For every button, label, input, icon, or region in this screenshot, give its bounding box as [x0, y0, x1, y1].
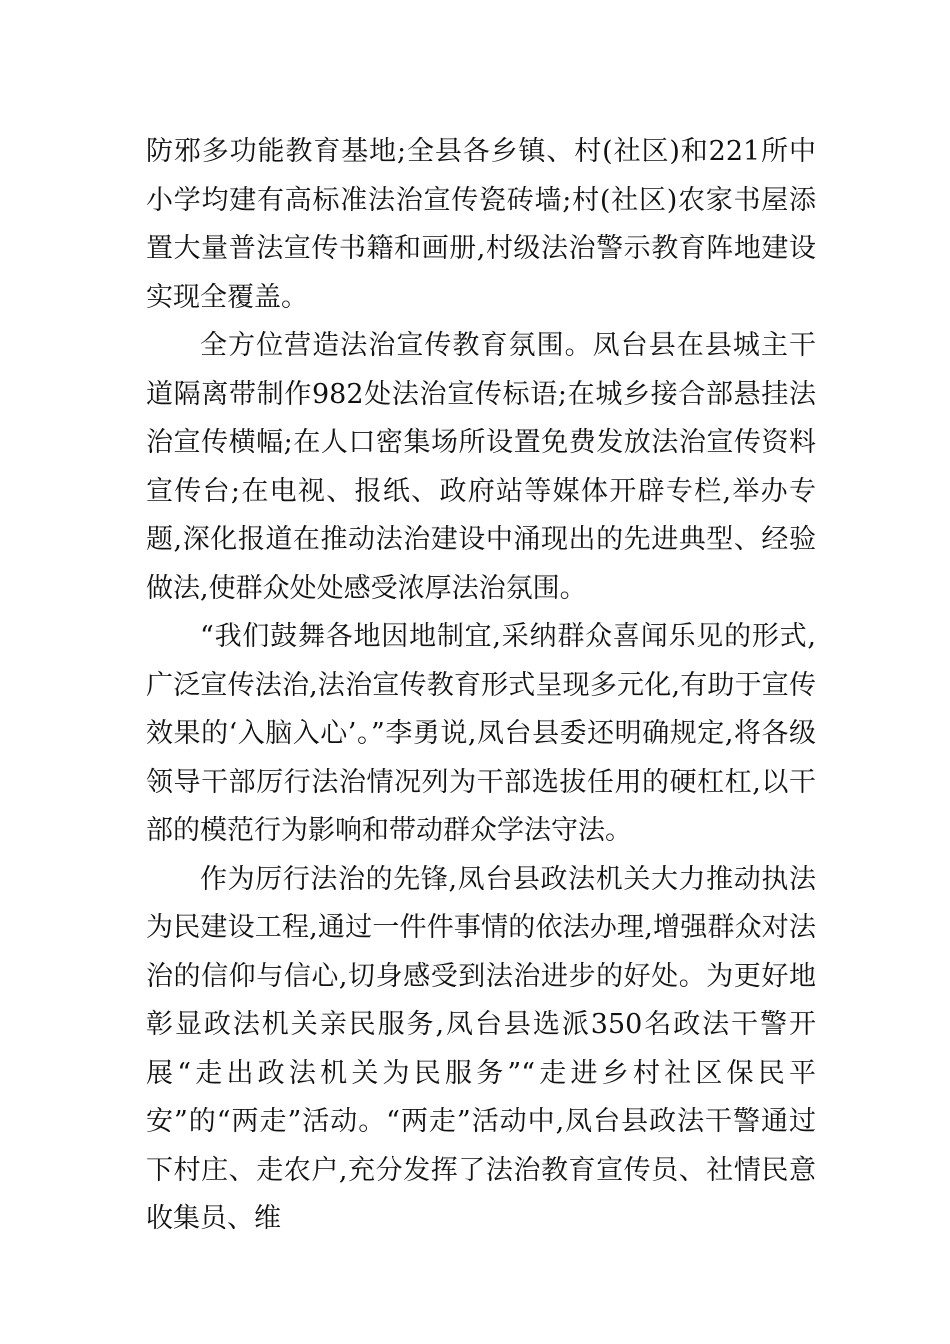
paragraph-1: 防邪多功能教育基地;全县各乡镇、村(社区)和221所中小学均建有高标准法治宣传瓷砖墙;村(社区)农家书屋添置大量普法宣传书籍和画册,村级法治警示教育阵地建设实现全覆盖。	[146, 136, 816, 313]
document-body	[146, 128, 816, 1244]
paragraph-4: 作为厉行法治的先锋,凤台县政法机关大力推动执法为民建设工程,通过一件件事情的依法办理,增强群众对法治的信仰与信心,切身感受到法治进步的好处。为更好地彰显政法机关亲民服务,凤台县选派350名政法干警开展“走出政法机关为民服务”“走进乡村社区保民平安”的“两走”活动。“两走”活动中,凤台县政法干警通过下村庄、走农户,充分发挥了法治教育宣传员、社情民意收集员、维	[146, 863, 816, 1234]
paragraph-3: “我们鼓舞各地因地制宜,采纳群众喜闻乐见的形式,广泛宣传法治,法治宣传教育形式呈现多元化,有助于宣传效果的‘入脑入心’。”李勇说,凤台县委还明确规定,将各级领导干部厉行法治情况列为干部选拔任用的硬杠杠,以干部的模范行为影响和带动群众学法守法。	[146, 621, 816, 846]
paragraph-2: 全方位营造法治宣传教育氛围。凤台县在县城主干道隔离带制作982处法治宣传标语;在城乡接合部悬挂法治宣传横幅;在人口密集场所设置免费发放法治宣传资料宣传台;在电视、报纸、政府站等媒体开辟专栏,举办专题,深化报道在推动法治建设中涌现出的先进典型、经验做法,使群众处处感受浓厚法治氛围。	[146, 330, 816, 604]
